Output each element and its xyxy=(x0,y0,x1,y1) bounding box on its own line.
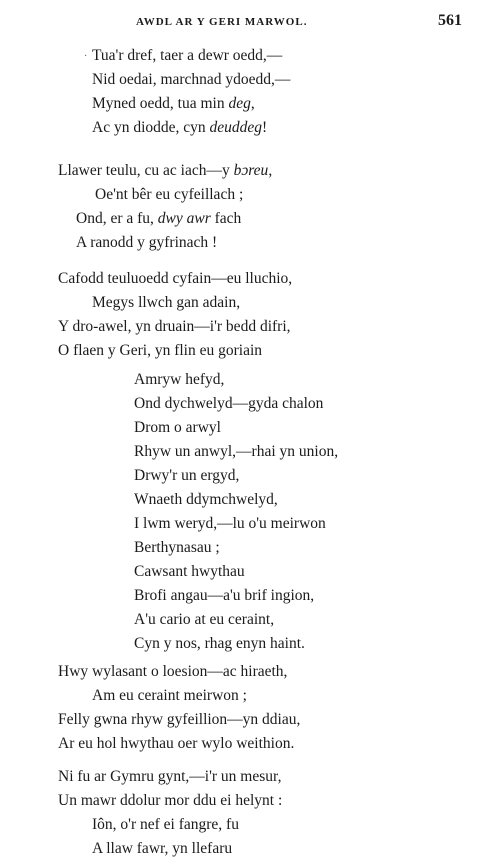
line-text: , xyxy=(268,162,273,179)
stray-ink-dot: · xyxy=(84,51,88,62)
line-text: Megys llwch gan adain, xyxy=(92,294,241,311)
poem-line xyxy=(92,70,290,90)
line-text: Cafodd teuluoedd cyfain—eu lluchio, xyxy=(58,270,293,287)
poem-line xyxy=(92,815,239,835)
line-text: A llaw fawr, yn llefaru xyxy=(92,840,233,857)
line-text: Wnaeth ddymchwelyd, xyxy=(134,491,278,508)
poem-line xyxy=(92,94,255,114)
italic-text: deg xyxy=(228,95,251,112)
poem-line xyxy=(134,610,274,630)
line-text: Tua'r dref, taer a dewr oedd,— xyxy=(92,47,283,64)
line-text: Un mawr ddolur mor ddu ei helynt : xyxy=(58,792,283,809)
line-text: Cyn y nos, rhag enyn haint. xyxy=(134,635,305,652)
poem-line xyxy=(58,734,294,754)
page-number: 561 xyxy=(438,12,462,29)
poem-line xyxy=(76,233,217,253)
italic-text: dwy awr xyxy=(157,210,211,227)
poem-line xyxy=(92,686,247,706)
poem-line xyxy=(58,791,282,811)
line-text: Ond, er a fu, xyxy=(76,210,158,227)
line-text: Brofi angau—a'u brif ingion, xyxy=(134,587,315,604)
poem-line xyxy=(58,317,291,337)
poem-line xyxy=(134,490,278,510)
poem-line xyxy=(58,269,292,289)
line-text: Iôn, o'r nef ei fangre, fu xyxy=(92,816,239,833)
line-text: Hwy wylasant o loesion—ac hiraeth, xyxy=(58,663,288,680)
line-text: Cawsant hwythau xyxy=(134,563,245,580)
line-text: I lwm weryd,—lu o'u meirwon xyxy=(134,515,326,532)
poem-line xyxy=(58,710,300,730)
poem-line xyxy=(76,209,241,229)
line-text: fach xyxy=(210,210,242,227)
poem-line xyxy=(134,562,245,582)
poem-line xyxy=(58,662,287,682)
poem-line xyxy=(134,514,326,534)
line-text: Felly gwna rhyw gyfeillion—yn ddiau, xyxy=(58,711,301,728)
italic-text: bɔreu xyxy=(233,162,269,179)
poem-line xyxy=(134,634,305,654)
line-text: Drom o arwyl xyxy=(134,419,221,436)
poem-line xyxy=(92,839,232,859)
line-text: Oe'nt bêr eu cyfeillach ; xyxy=(95,186,244,203)
poem-line xyxy=(58,161,272,181)
poem-line xyxy=(134,538,220,558)
line-text: , xyxy=(250,95,255,112)
poem-line xyxy=(58,767,281,787)
line-text: Ni fu ar Gymru gynt,—i'r un mesur, xyxy=(58,768,282,785)
line-text: Ond dychwelyd—gyda chalon xyxy=(134,395,324,412)
line-text: Amryw hefyd, xyxy=(134,371,225,388)
poem-line xyxy=(134,370,224,390)
poem-line xyxy=(134,394,323,414)
line-text: Y dro-awel, yn druain—i'r bedd difri, xyxy=(58,318,291,335)
poem-line xyxy=(134,586,314,606)
poem-line xyxy=(95,185,243,205)
poem-line xyxy=(92,293,240,313)
running-title: AWDL AR Y GERI MARWOL. xyxy=(136,16,308,28)
line-text: Myned oedd, tua min xyxy=(92,95,229,112)
poem-line xyxy=(58,341,262,361)
line-text: Llawer teulu, cu ac iach—y xyxy=(58,162,234,179)
line-text: Rhyw un anwyl,—rhai yn union, xyxy=(134,443,339,460)
italic-text: deuddeg xyxy=(209,119,263,136)
line-text: O flaen y Geri, yn flin eu goriain xyxy=(58,342,263,359)
poem-line xyxy=(92,118,267,138)
line-text: Am eu ceraint meirwon ; xyxy=(92,687,247,704)
line-text: Ac yn diodde, cyn xyxy=(92,119,210,136)
running-head xyxy=(0,12,490,34)
poem-line xyxy=(134,442,338,462)
line-text: A ranodd y gyfrinach ! xyxy=(76,234,218,251)
poem-line xyxy=(134,418,221,438)
line-text: A'u cario at eu ceraint, xyxy=(134,611,275,628)
line-text: Ar eu hol hwythau oer wylo weithion. xyxy=(58,735,295,752)
line-text: Berthynasau ; xyxy=(134,539,220,556)
line-text: Nid oedai, marchnad ydoedd,— xyxy=(92,71,291,88)
poem-line xyxy=(92,46,282,66)
line-text: Drwy'r un ergyd, xyxy=(134,467,240,484)
poem-line xyxy=(134,466,239,486)
line-text: ! xyxy=(262,119,268,136)
